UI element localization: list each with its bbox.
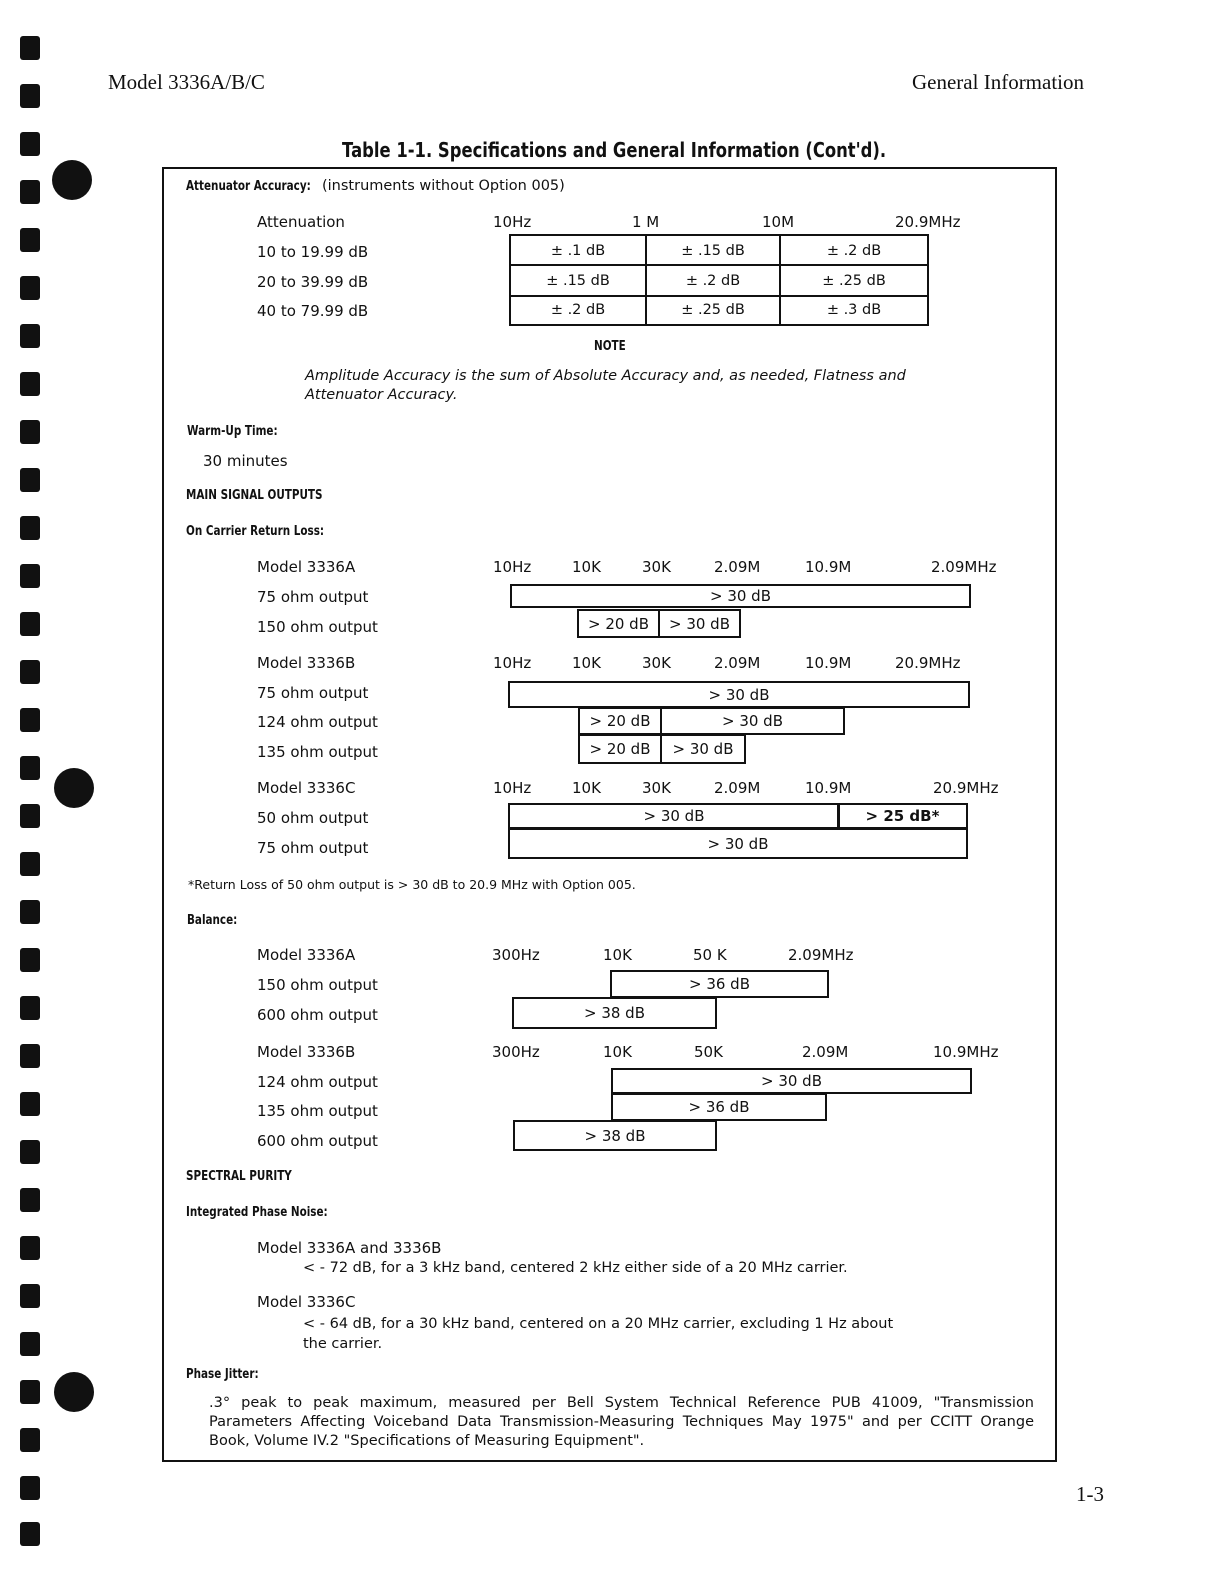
rl-freq: 10.9M (805, 558, 852, 576)
bal-freq: 50K (694, 1043, 723, 1061)
punch-mark (20, 1380, 40, 1404)
bal-output-label: 600 ohm output (257, 1132, 378, 1150)
punch-mark (20, 1092, 40, 1116)
attenuation-col-header: Attenuation (257, 213, 345, 231)
rl-freq: 10.9M (805, 654, 852, 672)
att-cell: ± .15 dB (546, 273, 610, 289)
punch-mark (20, 708, 40, 732)
bal-freq: 10.9MHz (933, 1043, 999, 1061)
spectral-heading: SPECTRAL PURITY (186, 1169, 292, 1184)
att-cell: ± .2 dB (826, 243, 882, 259)
punch-mark (20, 516, 40, 540)
rl-freq: 30K (642, 779, 671, 797)
rl-bar: > 30 dB (510, 584, 971, 608)
punch-mark (20, 756, 40, 780)
punch-mark (20, 804, 40, 828)
att-freq: 10M (762, 213, 795, 231)
note-heading: NOTE (594, 339, 626, 354)
punch-mark (20, 996, 40, 1020)
bal-output-label: 124 ohm output (257, 1073, 378, 1091)
att-row-label: 10 to 19.99 dB (257, 243, 369, 261)
att-cell: ± .3 dB (826, 302, 882, 318)
attenuator-qualifier: (instruments without Option 005) (322, 178, 565, 194)
bal-freq: 10K (603, 946, 632, 964)
rl-freq: 2.09M (714, 779, 761, 797)
punch-mark (20, 1140, 40, 1164)
return-loss-label: On Carrier Return Loss: (186, 524, 325, 539)
attenuator-label: Attenuator Accuracy: (186, 179, 311, 194)
punch-mark (20, 180, 40, 204)
att-cell: ± .15 dB (681, 243, 745, 259)
punch-mark (20, 852, 40, 876)
bal-model-b: Model 3336B (257, 1043, 356, 1061)
rl-freq: 10Hz (493, 654, 532, 672)
rl-freq: 20.9MHz (895, 654, 961, 672)
punch-mark (20, 276, 40, 300)
rl-bar: > 30 dB (660, 707, 845, 735)
bal-output-label: 135 ohm output (257, 1102, 378, 1120)
att-cell: ± .25 dB (822, 273, 886, 289)
binder-hole (52, 160, 92, 200)
rl-bar: > 20 dB (578, 707, 662, 735)
rl-freq: 10K (572, 654, 601, 672)
rl-output-label: 135 ohm output (257, 743, 378, 761)
att-row-label: 40 to 79.99 dB (257, 302, 369, 320)
bal-freq: 300Hz (492, 1043, 540, 1061)
rl-bar: > 20 dB (578, 734, 662, 764)
rl-freq: 30K (642, 558, 671, 576)
rl-model-a: Model 3336A (257, 558, 356, 576)
punch-mark (20, 564, 40, 588)
phase-noise-label: Integrated Phase Noise: (186, 1205, 328, 1220)
rl-freq: 10K (572, 779, 601, 797)
bal-freq: 50 K (693, 946, 727, 964)
rl-freq: 10K (572, 558, 601, 576)
page-number: 1-3 (1076, 1482, 1104, 1506)
rl-freq: 20.9MHz (933, 779, 999, 797)
phase-jitter-text: .3° peak to peak maximum, measured per Bell System Technical Reference PUB 41009, "Transmission Parameters Affecting Voiceband Data Transmission-Measuring Techniques May 1975" and per CCITT Orange Book, Volume IV.2 "Specifications of Measuring Equipment". (209, 1395, 1034, 1449)
att-cell: ± .2 dB (685, 273, 741, 289)
punch-mark (20, 372, 40, 396)
bal-freq: 2.09MHz (788, 946, 854, 964)
rl-model-c: Model 3336C (257, 779, 356, 797)
rl-bar: > 30 dB (660, 734, 746, 764)
punch-mark (20, 36, 40, 60)
warmup-label: Warm-Up Time: (187, 424, 278, 439)
att-freq: 1 M (632, 213, 660, 231)
rl-freq: 10.9M (805, 779, 852, 797)
rl-bar: > 30 dB (658, 609, 741, 638)
rl-output-label: 75 ohm output (257, 684, 369, 702)
punch-mark (20, 1236, 40, 1260)
rl-output-label: 150 ohm output (257, 618, 378, 636)
return-loss-footnote: *Return Loss of 50 ohm output is > 30 dB to 20.9 MHz with Option 005. (188, 877, 636, 892)
att-cell: ± .25 dB (681, 302, 745, 318)
punch-mark (20, 420, 40, 444)
bal-bar: > 38 dB (512, 997, 717, 1029)
rl-output-label: 50 ohm output (257, 809, 369, 827)
note-line-1: Amplitude Accuracy is the sum of Absolute Accuracy and, as needed, Flatness and (305, 368, 906, 384)
bal-freq: 10K (603, 1043, 632, 1061)
grid-divider (509, 264, 929, 266)
rl-bar: > 30 dB (508, 828, 968, 859)
att-freq: 20.9MHz (895, 213, 961, 231)
punch-mark (20, 612, 40, 636)
header-section: General Information (912, 70, 1085, 94)
bal-bar: > 30 dB (611, 1068, 972, 1094)
phase-jitter-label: Phase Jitter: (186, 1367, 259, 1382)
punch-mark (20, 228, 40, 252)
punch-mark (20, 468, 40, 492)
rl-freq: 2.09M (714, 558, 761, 576)
bal-freq: 2.09M (802, 1043, 849, 1061)
rl-freq: 10Hz (493, 558, 532, 576)
att-row-label: 20 to 39.99 dB (257, 273, 369, 291)
punch-mark (20, 1476, 40, 1500)
bal-bar: > 38 dB (513, 1120, 717, 1151)
header-model: Model 3336A/B/C (108, 70, 265, 94)
rl-bar: > 30 dB (508, 681, 970, 708)
punch-mark (20, 1044, 40, 1068)
punch-mark (20, 660, 40, 684)
rl-freq: 10Hz (493, 779, 532, 797)
punch-mark (20, 1428, 40, 1452)
binder-hole (54, 1372, 94, 1412)
rl-bar: > 25 dB* (837, 803, 968, 829)
att-cell: ± .2 dB (550, 302, 606, 318)
rl-model-b: Model 3336B (257, 654, 356, 672)
bal-model-a: Model 3336A (257, 946, 356, 964)
punch-mark (20, 1522, 40, 1546)
rl-output-label: 75 ohm output (257, 839, 369, 857)
bal-freq: 300Hz (492, 946, 540, 964)
main-outputs-heading: MAIN SIGNAL OUTPUTS (186, 488, 323, 503)
punch-mark (20, 1332, 40, 1356)
binder-hole (54, 768, 94, 808)
rl-output-label: 75 ohm output (257, 588, 369, 606)
phase-noise-c-text-2: the carrier. (303, 1336, 383, 1352)
grid-divider (509, 295, 929, 297)
bal-output-label: 600 ohm output (257, 1006, 378, 1024)
att-cell: ± .1 dB (550, 243, 606, 259)
punch-mark (20, 324, 40, 348)
phase-noise-ab-text: < - 72 dB, for a 3 kHz band, centered 2 kHz either side of a 20 MHz carrier. (303, 1260, 848, 1276)
phase-noise-ab-model: Model 3336A and 3336B (257, 1239, 442, 1257)
rl-output-label: 124 ohm output (257, 713, 378, 731)
table-title: Table 1-1. Specifications and General Information (Cont'd). (342, 138, 887, 162)
bal-bar: > 36 dB (610, 970, 829, 998)
rl-freq: 2.09M (714, 654, 761, 672)
punch-mark (20, 84, 40, 108)
rl-bar: > 30 dB (508, 803, 840, 829)
phase-noise-c-text-1: < - 64 dB, for a 30 kHz band, centered on a 20 MHz carrier, excluding 1 Hz about (303, 1316, 894, 1332)
punch-mark (20, 948, 40, 972)
bal-bar: > 36 dB (611, 1093, 827, 1121)
bal-output-label: 150 ohm output (257, 976, 378, 994)
rl-freq: 2.09MHz (931, 558, 997, 576)
punch-mark (20, 1284, 40, 1308)
punch-mark (20, 900, 40, 924)
rl-freq: 30K (642, 654, 671, 672)
balance-label: Balance: (187, 913, 238, 928)
punch-mark (20, 132, 40, 156)
att-freq: 10Hz (493, 213, 532, 231)
note-line-2: Attenuator Accuracy. (305, 387, 458, 403)
warmup-value: 30 minutes (203, 452, 288, 470)
phase-noise-c-model: Model 3336C (257, 1293, 356, 1311)
punch-mark (20, 1188, 40, 1212)
rl-bar: > 20 dB (577, 609, 660, 638)
